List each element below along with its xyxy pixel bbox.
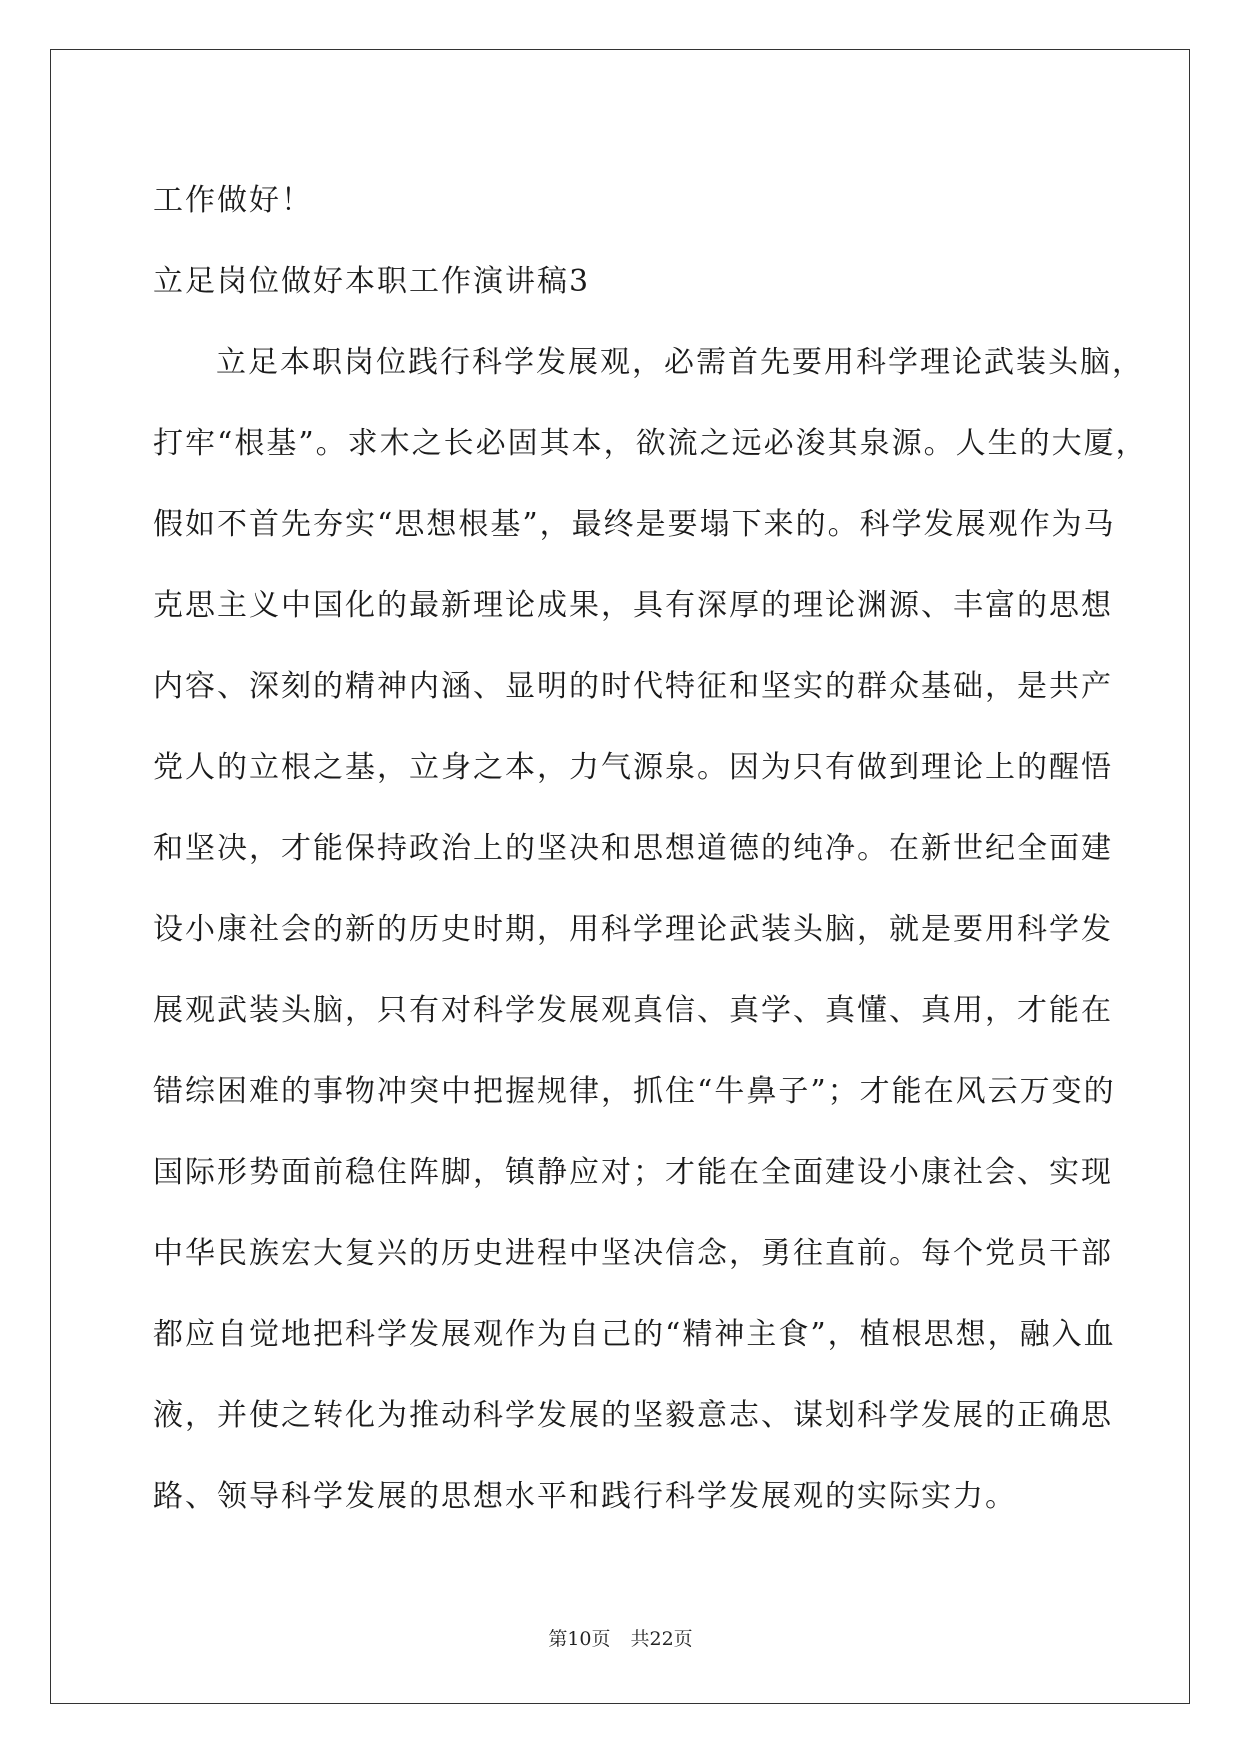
paragraph-line: 打牢“根基”。求木之长必固其本，欲流之远必浚其泉源。人生的大厦， (153, 426, 1148, 461)
paragraph-line: 液，并使之转化为推动科学发展的坚毅意志、谋划科学发展的正确思 (153, 1398, 1113, 1433)
paragraph-line: 立足本职岗位践行科学发展观，必需首先要用科学理论武装头脑， (216, 345, 1144, 380)
paragraph-line: 假如不首先夯实“思想根基”，最终是要塌下来的。科学发展观作为马 (153, 507, 1116, 542)
paragraph-line: 都应自觉地把科学发展观作为自己的“精神主食”，植根思想，融入血 (153, 1317, 1116, 1352)
document-body (153, 160, 1148, 1537)
page-footer (0, 1627, 1241, 1651)
paragraph-line: 党人的立根之基，立身之本，力气源泉。因为只有做到理论上的醒悟 (153, 750, 1113, 785)
paragraph-line: 内容、深刻的精神内涵、显明的时代特征和坚实的群众基础，是共产 (153, 669, 1113, 704)
section-title: 立足岗位做好本职工作演讲稿3 (153, 264, 591, 299)
current-page-number: 第10页 (548, 1628, 611, 1650)
paragraph-line: 国际形势面前稳住阵脚，镇静应对；才能在全面建设小康社会、实现 (153, 1155, 1113, 1190)
paragraph-line: 错综困难的事物冲突中把握规律，抓住“牛鼻子”；才能在风云万变的 (153, 1074, 1116, 1109)
paragraph-line: 和坚决，才能保持政治上的坚决和思想道德的纯净。在新世纪全面建 (153, 831, 1113, 866)
paragraph-line: 克思主义中国化的最新理论成果，具有深厚的理论渊源、丰富的思想 (153, 588, 1113, 623)
paragraph-line: 中华民族宏大复兴的历史进程中坚决信念，勇往直前。每个党员干部 (153, 1236, 1113, 1271)
paragraph-line: 路、领导科学发展的思想水平和践行科学发展观的实际实力。 (153, 1479, 1017, 1514)
total-pages: 共22页 (630, 1628, 693, 1650)
text-line: 工作做好！ (153, 183, 313, 218)
paragraph-line: 设小康社会的新的历史时期，用科学理论武装头脑，就是要用科学发 (153, 912, 1113, 947)
paragraph-line: 展观武装头脑，只有对科学发展观真信、真学、真懂、真用，才能在 (153, 993, 1113, 1028)
